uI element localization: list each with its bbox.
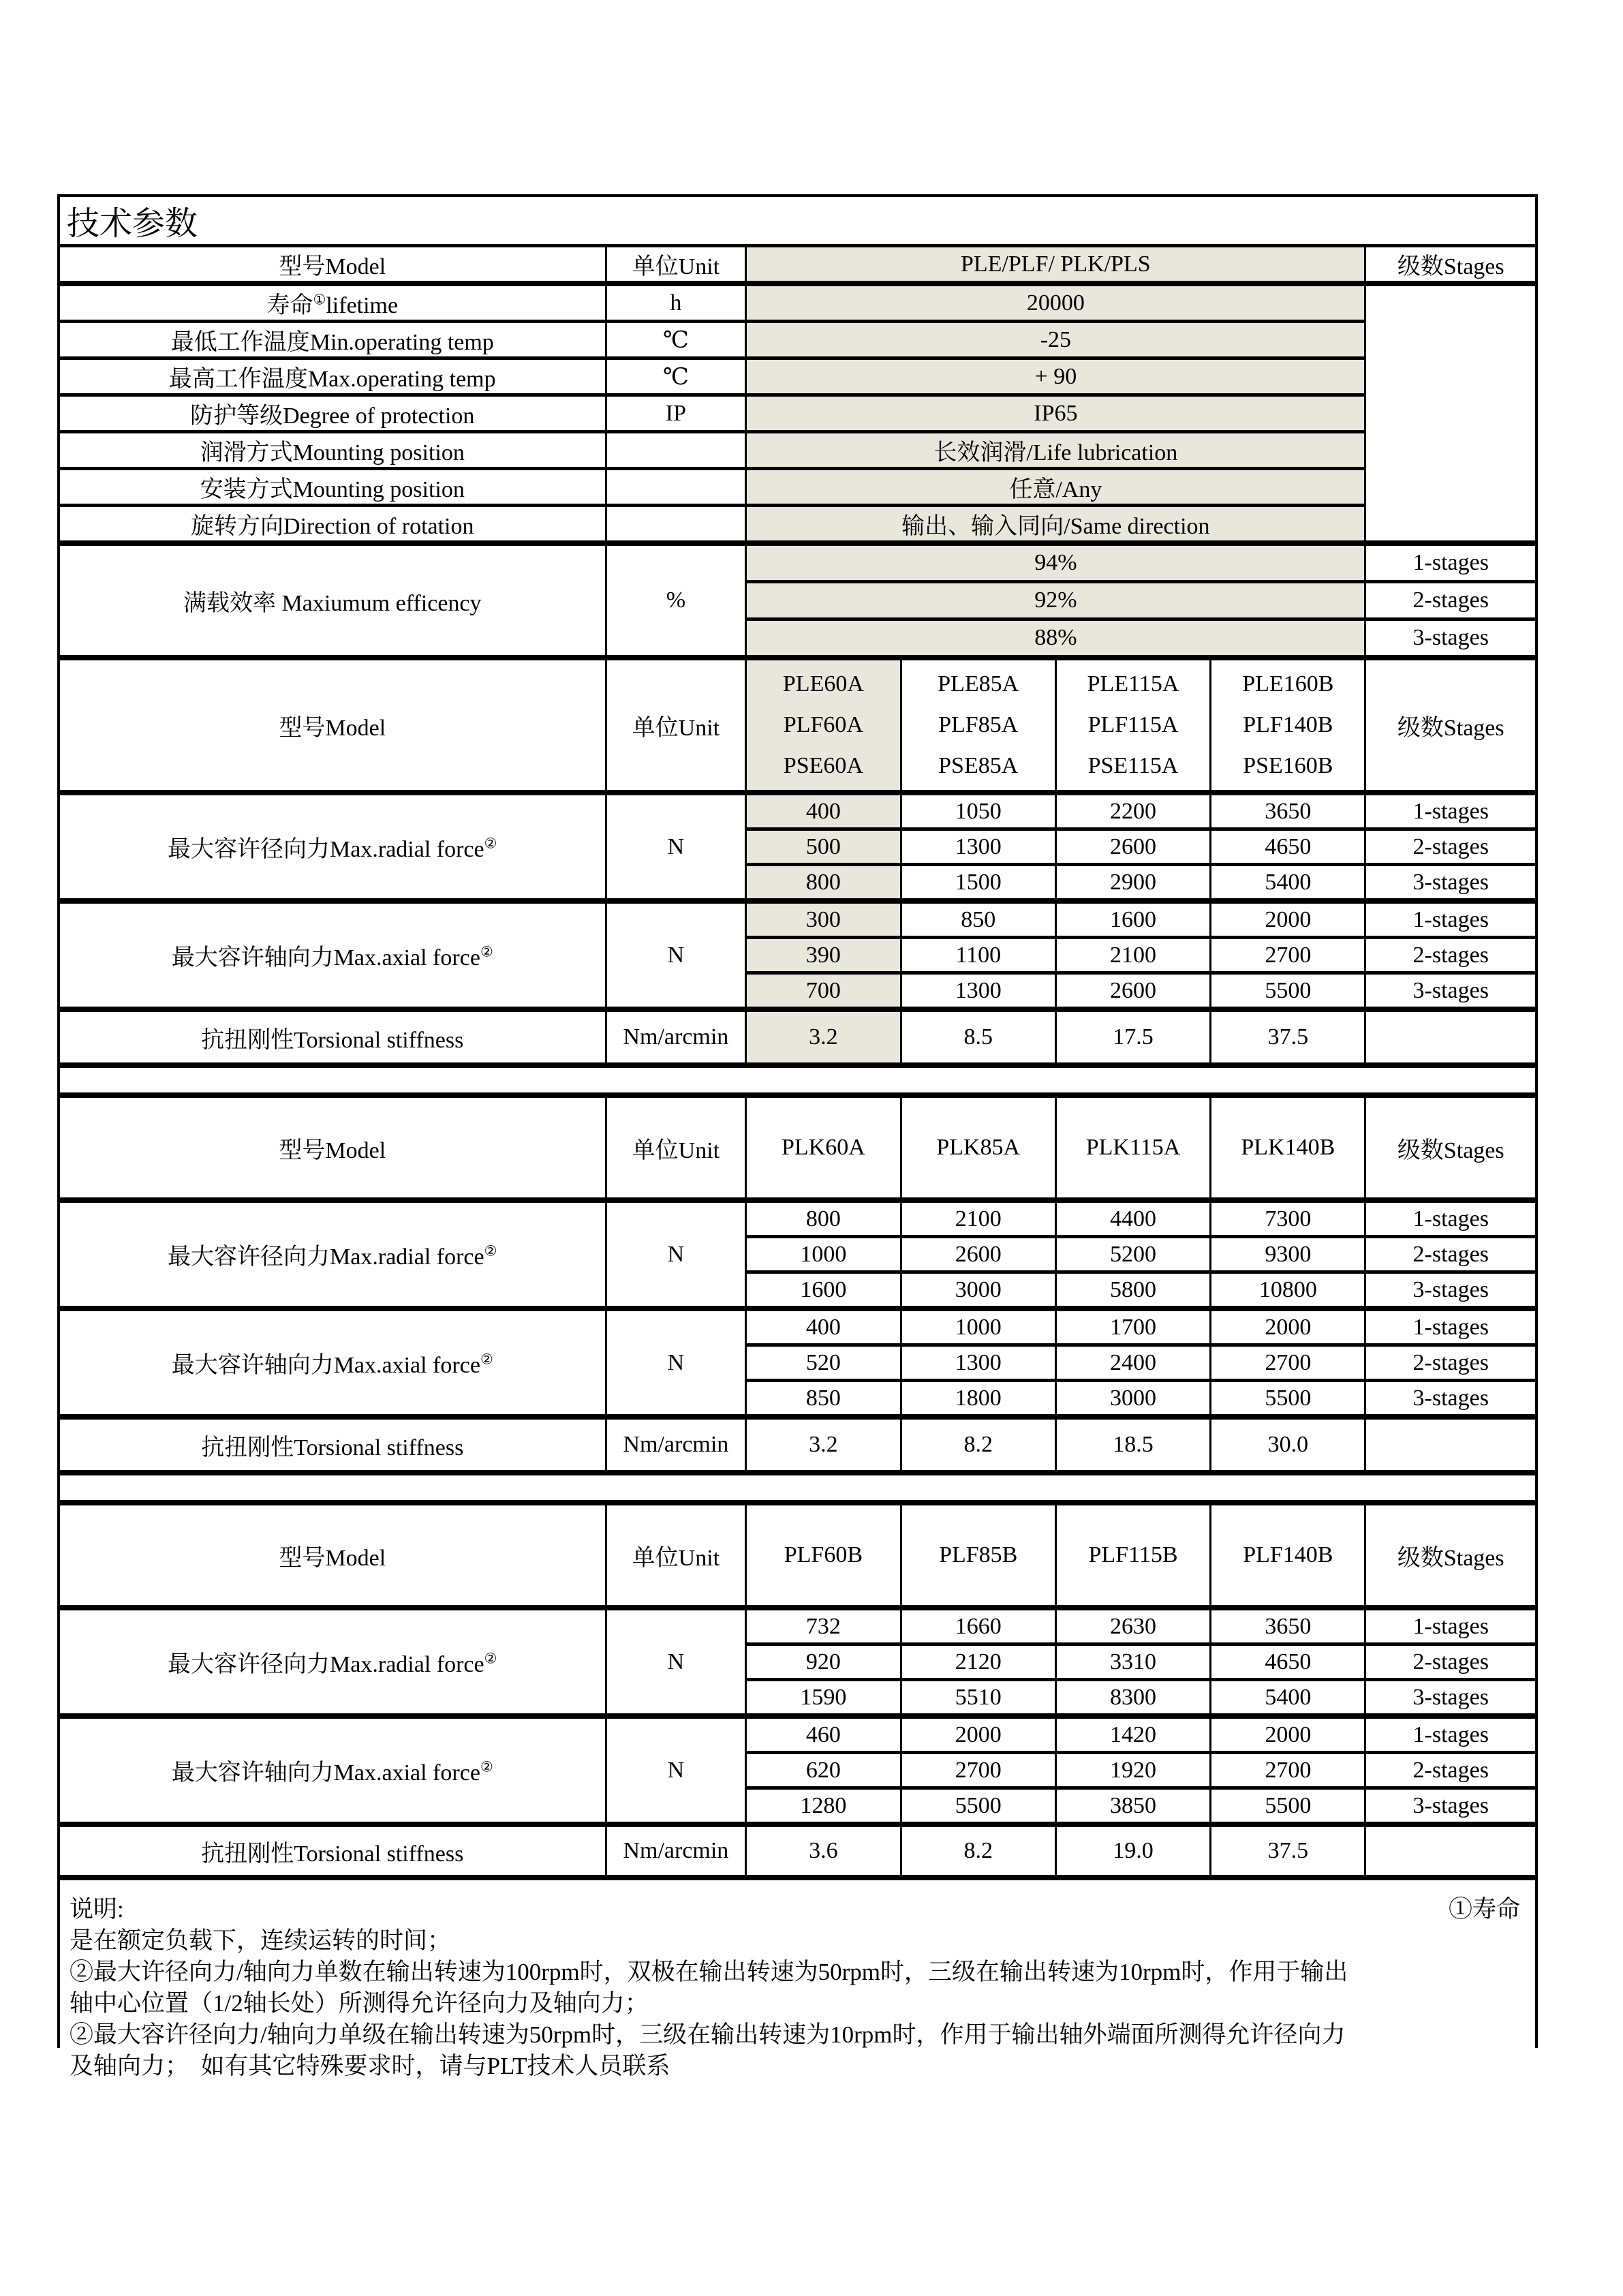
value-cell: 1000 — [746, 1237, 901, 1272]
value-cell: 3000 — [901, 1272, 1055, 1309]
table-row — [60, 1200, 1535, 1237]
spec-label: 安装方式Mounting position — [60, 469, 606, 506]
value-cell: 2630 — [1055, 1608, 1210, 1644]
unit-cell: h — [606, 284, 746, 322]
table-row — [60, 793, 1535, 829]
footnote-line: ②最大容许径向力/轴向力单级在输出转速为50rpm时，三级在输出转速为10rpm时，作用于输出轴外端面所测得允许径向力 — [69, 2021, 1346, 2048]
header-model: 型号Model — [60, 1098, 606, 1200]
footnote-line: 是在额定负载下，连续运转的时间； — [69, 1927, 452, 1954]
table-separator — [60, 1470, 1535, 1505]
spec-sheet — [57, 194, 1538, 2079]
stage-cell: 2-stages — [1365, 1753, 1535, 1788]
stiffness-label: 抗扭刚性Torsional stiffness — [60, 1824, 606, 1875]
unit-cell — [606, 506, 746, 544]
value-cell: 94% — [746, 543, 1365, 582]
stage-cell: 3-stages — [1365, 1272, 1535, 1309]
table-ple-series — [60, 197, 1535, 1062]
header-unit: 单位Unit — [606, 1098, 746, 1200]
radial-force-label: 最大容许径向力Max.radial force② — [60, 793, 606, 901]
value-cell: 1300 — [901, 829, 1055, 865]
value-cell: 920 — [746, 1644, 901, 1680]
value-cell: 2700 — [901, 1753, 1055, 1788]
footnote-mark: ② — [484, 1650, 497, 1667]
axial-force-label: 最大容许轴向力Max.axial force② — [60, 1308, 606, 1417]
value-cell: 5500 — [901, 1788, 1055, 1825]
table-row — [60, 1417, 1535, 1470]
unit-cell: N — [606, 1716, 746, 1824]
table-row — [60, 322, 1535, 358]
value-cell: 2600 — [1055, 829, 1210, 865]
table-row — [60, 506, 1535, 544]
stage-cell: 2-stages — [1365, 829, 1535, 865]
model-column: PLF60B — [746, 1505, 901, 1608]
stage-cell: 1-stages — [1365, 1308, 1535, 1345]
value-cell: 400 — [746, 793, 901, 829]
value-cell: 2000 — [1211, 1308, 1365, 1345]
value-cell: 3650 — [1211, 1608, 1365, 1644]
value-cell: 88% — [746, 619, 1365, 658]
model-column: PLK85A — [901, 1098, 1055, 1200]
table-row — [60, 1308, 1535, 1345]
value-cell: 8.2 — [901, 1824, 1055, 1875]
value-cell: 3850 — [1055, 1788, 1210, 1825]
table-row — [60, 432, 1535, 469]
footnote-header-line — [69, 1894, 1520, 1925]
value-cell: 1920 — [1055, 1753, 1210, 1788]
value-cell: 1300 — [901, 973, 1055, 1010]
header-model: 型号Model — [60, 658, 606, 793]
value-cell: 3.6 — [746, 1824, 901, 1875]
value-cell: 2000 — [901, 1716, 1055, 1753]
value-cell: 长效润滑/Life lubrication — [746, 432, 1365, 469]
table-row — [60, 1009, 1535, 1062]
value-cell: 1590 — [746, 1680, 901, 1717]
stiffness-label: 抗扭刚性Torsional stiffness — [60, 1009, 606, 1062]
unit-cell: ℃ — [606, 358, 746, 395]
value-cell: 3650 — [1211, 793, 1365, 829]
spec-label: 最高工作温度Max.operating temp — [60, 358, 606, 395]
value-cell: 620 — [746, 1753, 901, 1788]
value-cell: 2000 — [1211, 901, 1365, 938]
unit-cell: Nm/arcmin — [606, 1417, 746, 1470]
stage-cell: 1-stages — [1365, 901, 1535, 938]
footnote-line: 轴中心位置（1/2轴长处）所测得允许径向力及轴向力； — [69, 1990, 649, 2017]
unit-cell: N — [606, 901, 746, 1009]
value-cell: 2100 — [1055, 938, 1210, 973]
spec-label: 旋转方向Direction of rotation — [60, 506, 606, 544]
value-cell: 2100 — [901, 1200, 1055, 1237]
value-cell: 19.0 — [1055, 1824, 1210, 1875]
unit-cell — [606, 469, 746, 506]
stages-empty-cell — [1365, 1417, 1535, 1470]
value-cell: 1600 — [1055, 901, 1210, 938]
stage-cell: 3-stages — [1365, 865, 1535, 902]
header-series: PLE/PLF/ PLK/PLS — [746, 246, 1365, 284]
value-cell: 800 — [746, 1200, 901, 1237]
value-cell: -25 — [746, 322, 1365, 358]
unit-cell: N — [606, 1308, 746, 1417]
header-stages: 级数Stages — [1365, 658, 1535, 793]
value-cell: 7300 — [1211, 1200, 1365, 1237]
stage-cell: 1-stages — [1365, 1608, 1535, 1644]
value-cell: 2700 — [1211, 1753, 1365, 1788]
value-cell: 400 — [746, 1308, 901, 1345]
table-row — [60, 1716, 1535, 1753]
spec-label: 寿命①lifetime — [60, 284, 606, 322]
header-stages: 级数Stages — [1365, 246, 1535, 284]
value-cell: 2000 — [1211, 1716, 1365, 1753]
stage-cell: 1-stages — [1365, 543, 1535, 582]
value-cell: 9300 — [1211, 1237, 1365, 1272]
footnote-line: ②最大许径向力/轴向力单数在输出转速为100rpm时，双极在输出转速为50rpm时，三级在输出转速为10rpm时，作用于输出 — [69, 1959, 1348, 1985]
value-cell: 1660 — [901, 1608, 1055, 1644]
table-separator — [60, 1062, 1535, 1098]
footnote-mark: ① — [313, 291, 326, 308]
value-cell: 700 — [746, 973, 901, 1010]
table-row — [60, 284, 1535, 322]
unit-cell: Nm/arcmin — [606, 1824, 746, 1875]
footnote-line: 及轴向力； 如有其它特殊要求时，请与PLT技术人员联系 — [69, 2053, 670, 2079]
unit-cell: Nm/arcmin — [606, 1009, 746, 1062]
table-row — [60, 901, 1535, 938]
stage-cell: 1-stages — [1365, 1200, 1535, 1237]
stage-cell: 3-stages — [1365, 1788, 1535, 1825]
value-cell: IP65 — [746, 395, 1365, 432]
value-cell: 92% — [746, 582, 1365, 619]
model-header-row — [60, 1098, 1535, 1200]
value-cell: 10800 — [1211, 1272, 1365, 1309]
stage-cell: 2-stages — [1365, 1237, 1535, 1272]
stage-cell: 2-stages — [1365, 1644, 1535, 1680]
unit-cell: IP — [606, 395, 746, 432]
note-lifetime-mark: ①寿命 — [1448, 1896, 1520, 1923]
value-cell: 732 — [746, 1608, 901, 1644]
footnotes — [60, 1875, 1535, 2082]
header-model: 型号Model — [60, 1505, 606, 1608]
value-cell: 输出、输入同向/Same direction — [746, 506, 1365, 544]
value-cell: 3.2 — [746, 1009, 901, 1062]
value-cell: 3310 — [1055, 1644, 1210, 1680]
title-row — [60, 197, 1535, 246]
model-column: PLE60A PLF60A PSE60A — [746, 658, 901, 793]
model-column: PLK140B — [1211, 1098, 1365, 1200]
stage-cell: 2-stages — [1365, 1345, 1535, 1381]
unit-cell: % — [606, 543, 746, 658]
value-cell: 1500 — [901, 865, 1055, 902]
value-cell: 5510 — [901, 1680, 1055, 1717]
model-column: PLK115A — [1055, 1098, 1210, 1200]
value-cell: 500 — [746, 829, 901, 865]
value-cell: 5400 — [1211, 1680, 1365, 1717]
value-cell: 2600 — [1055, 973, 1210, 1010]
value-cell: 37.5 — [1211, 1009, 1365, 1062]
model-column: PLF140B — [1211, 1505, 1365, 1608]
efficiency-label: 满载效率 Maxiumum efficency — [60, 543, 606, 658]
model-column: PLF85B — [901, 1505, 1055, 1608]
unit-cell: N — [606, 1200, 746, 1308]
value-cell: 850 — [901, 901, 1055, 938]
stage-cell: 3-stages — [1365, 1381, 1535, 1418]
stage-cell: 1-stages — [1365, 793, 1535, 829]
footnote-mark: ② — [480, 1351, 493, 1368]
header-stages: 级数Stages — [1365, 1505, 1535, 1608]
value-cell: 4400 — [1055, 1200, 1210, 1237]
unit-cell: ℃ — [606, 322, 746, 358]
value-cell: 1050 — [901, 793, 1055, 829]
table-row — [60, 358, 1535, 395]
model-header-row — [60, 1505, 1535, 1608]
header-model: 型号Model — [60, 246, 606, 284]
table-row — [60, 1824, 1535, 1875]
stage-cell: 3-stages — [1365, 1680, 1535, 1717]
value-cell: 5200 — [1055, 1237, 1210, 1272]
value-cell: 8.2 — [901, 1417, 1055, 1470]
value-cell: 8.5 — [901, 1009, 1055, 1062]
value-cell: 2400 — [1055, 1345, 1210, 1381]
footnote-mark: ② — [484, 835, 497, 852]
value-cell: 1300 — [901, 1345, 1055, 1381]
value-cell: 850 — [746, 1381, 901, 1418]
header-stages: 级数Stages — [1365, 1098, 1535, 1200]
value-cell: 2700 — [1211, 938, 1365, 973]
value-cell: 800 — [746, 865, 901, 902]
table-row — [60, 1608, 1535, 1644]
spec-label: 润滑方式Mounting position — [60, 432, 606, 469]
model-header-row — [60, 658, 1535, 793]
stages-empty-cell — [1365, 1009, 1535, 1062]
stiffness-label: 抗扭刚性Torsional stiffness — [60, 1417, 606, 1470]
stage-cell: 3-stages — [1365, 619, 1535, 658]
value-cell: 2600 — [901, 1237, 1055, 1272]
unit-cell — [606, 432, 746, 469]
table-row — [60, 395, 1535, 432]
value-cell: 18.5 — [1055, 1417, 1210, 1470]
axial-force-label: 最大容许轴向力Max.axial force② — [60, 901, 606, 1009]
table-row — [60, 246, 1535, 284]
value-cell: 2120 — [901, 1644, 1055, 1680]
stage-cell: 3-stages — [1365, 973, 1535, 1010]
unit-cell: N — [606, 793, 746, 901]
model-column: PLK60A — [746, 1098, 901, 1200]
stage-cell: 1-stages — [1365, 1716, 1535, 1753]
value-cell: 17.5 — [1055, 1009, 1210, 1062]
value-cell: + 90 — [746, 358, 1365, 395]
value-cell: 1420 — [1055, 1716, 1210, 1753]
stages-empty-cell — [1365, 1824, 1535, 1875]
value-cell: 5500 — [1211, 1788, 1365, 1825]
footnote-mark: ② — [480, 1758, 493, 1775]
model-column: PLE85A PLF85A PSE85A — [901, 658, 1055, 793]
value-cell: 任意/Any — [746, 469, 1365, 506]
value-cell: 1800 — [901, 1381, 1055, 1418]
table-plfb-series — [60, 1505, 1535, 1875]
value-cell: 5500 — [1211, 1381, 1365, 1418]
value-cell: 1000 — [901, 1308, 1055, 1345]
value-cell: 300 — [746, 901, 901, 938]
unit-cell: N — [606, 1608, 746, 1716]
table-plk-series — [60, 1098, 1535, 1470]
value-cell: 520 — [746, 1345, 901, 1381]
radial-force-label: 最大容许径向力Max.radial force② — [60, 1608, 606, 1716]
value-cell: 5500 — [1211, 973, 1365, 1010]
value-cell: 1280 — [746, 1788, 901, 1825]
value-cell: 2200 — [1055, 793, 1210, 829]
header-unit: 单位Unit — [606, 1505, 746, 1608]
model-column: PLE160B PLF140B PSE160B — [1211, 658, 1365, 793]
header-unit: 单位Unit — [606, 658, 746, 793]
model-column: PLF115B — [1055, 1505, 1210, 1608]
model-column: PLE115A PLF115A PSE115A — [1055, 658, 1210, 793]
value-cell: 37.5 — [1211, 1824, 1365, 1875]
value-cell: 1700 — [1055, 1308, 1210, 1345]
value-cell: 2700 — [1211, 1345, 1365, 1381]
value-cell: 390 — [746, 938, 901, 973]
page-title: 技术参数 — [60, 197, 1535, 246]
stages-empty-cell — [1365, 284, 1535, 543]
axial-force-label: 最大容许轴向力Max.axial force② — [60, 1716, 606, 1824]
value-cell: 20000 — [746, 284, 1365, 322]
value-cell: 4650 — [1211, 1644, 1365, 1680]
value-cell: 1600 — [746, 1272, 901, 1309]
value-cell: 30.0 — [1211, 1417, 1365, 1470]
table-row — [60, 469, 1535, 506]
radial-force-label: 最大容许径向力Max.radial force② — [60, 1200, 606, 1308]
table-row — [60, 543, 1535, 582]
value-cell: 8300 — [1055, 1680, 1210, 1717]
header-unit: 单位Unit — [606, 246, 746, 284]
value-cell: 3000 — [1055, 1381, 1210, 1418]
value-cell: 2900 — [1055, 865, 1210, 902]
footnote-mark: ② — [484, 1242, 497, 1259]
stage-cell: 2-stages — [1365, 582, 1535, 619]
spec-label: 防护等级Degree of protection — [60, 395, 606, 432]
value-cell: 460 — [746, 1716, 901, 1753]
value-cell: 1100 — [901, 938, 1055, 973]
value-cell: 5800 — [1055, 1272, 1210, 1309]
value-cell: 5400 — [1211, 865, 1365, 902]
footnote-mark: ② — [480, 943, 493, 960]
value-cell: 3.2 — [746, 1417, 901, 1470]
value-cell: 4650 — [1211, 829, 1365, 865]
stage-cell: 2-stages — [1365, 938, 1535, 973]
notes-title: 说明: — [69, 1896, 124, 1923]
spec-label: 最低工作温度Min.operating temp — [60, 322, 606, 358]
